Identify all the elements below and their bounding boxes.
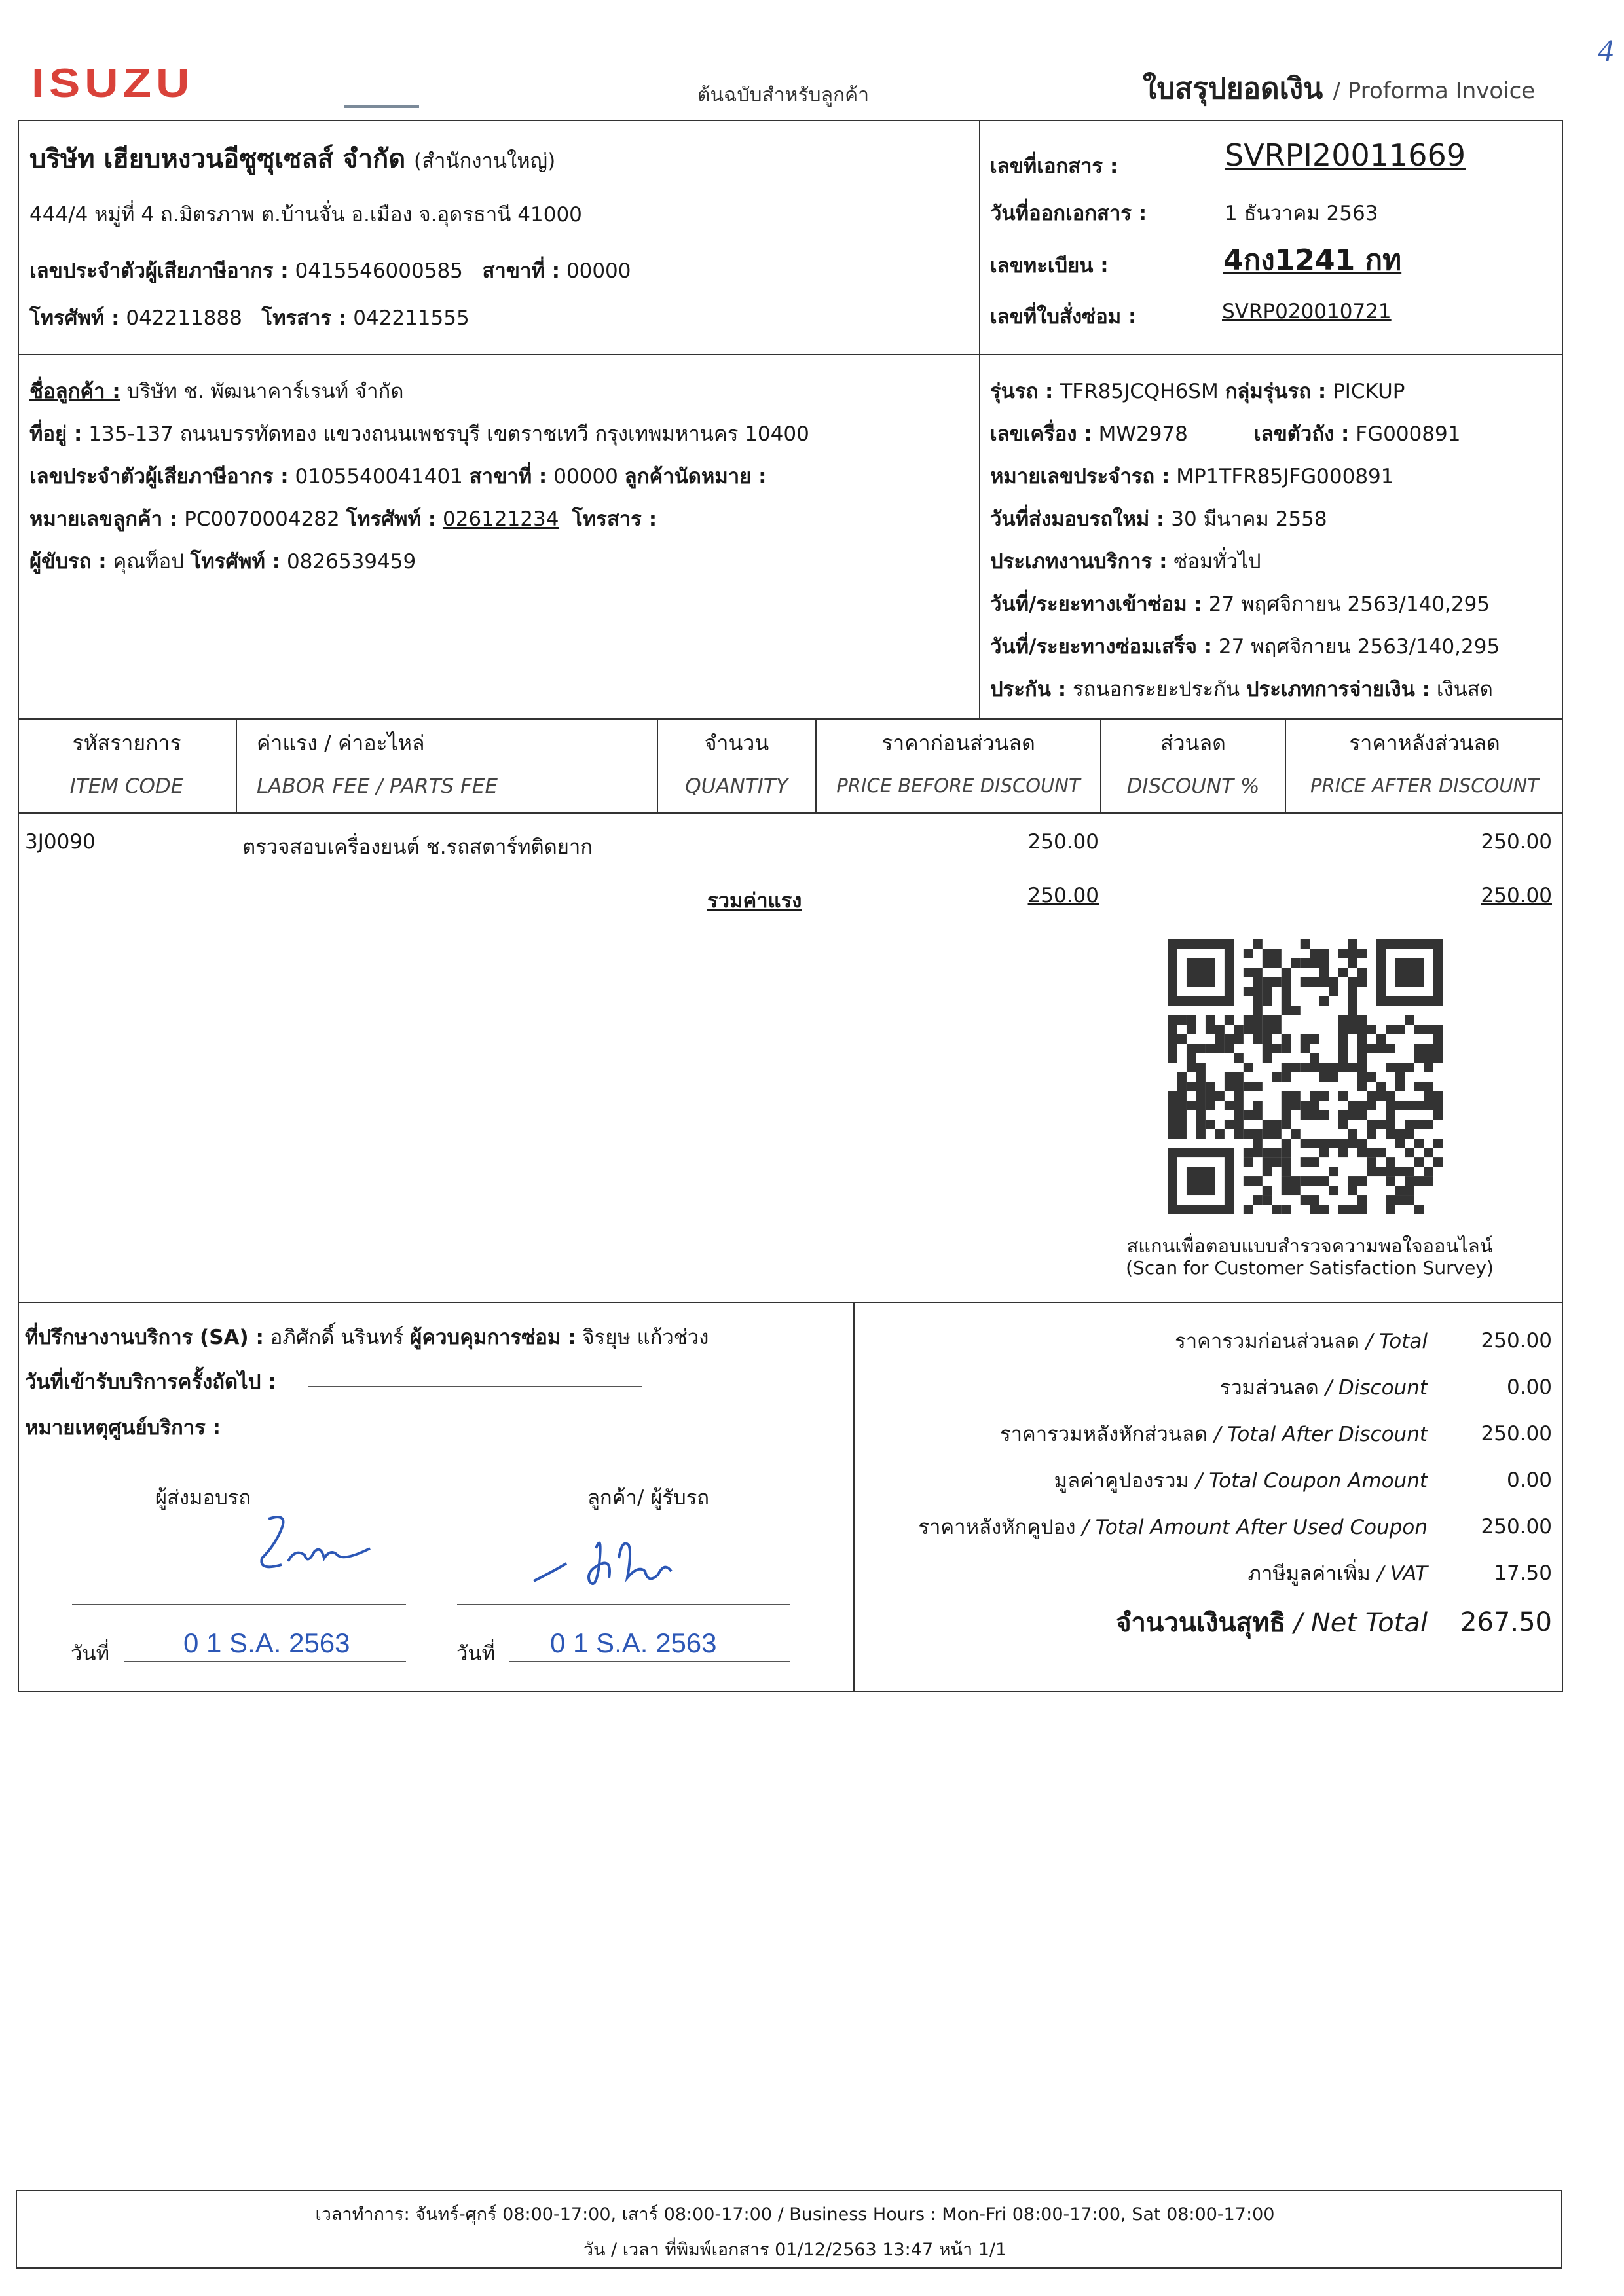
header-item-code (18, 727, 236, 798)
repair-order-label: เลขที่ใบสั่งซ่อม : (990, 305, 1137, 329)
doc-no-label: เลขที่เอกสาร : (990, 155, 1118, 178)
discount-label-th: รวมส่วนลด (1219, 1376, 1319, 1400)
discount-row (858, 1364, 1552, 1410)
delivery-line (990, 502, 1327, 535)
coupon-row (858, 1457, 1552, 1503)
remark-label: หมายเหตุศูนย์บริการ : (25, 1416, 221, 1440)
subtotal-label: รวมค่าแรง (707, 889, 802, 913)
warranty-label: ประกัน : (990, 678, 1067, 701)
table-header-divider (18, 812, 1563, 814)
model-group: PICKUP (1333, 380, 1405, 403)
driver-phone-label: โทรศัพท์ : (190, 550, 281, 574)
header-quantity (658, 727, 815, 798)
subtotal-before: 250.00 (1027, 884, 1099, 907)
header-price-after (1286, 727, 1563, 797)
total-label-th: ราคารวมก่อนส่วนลด (1175, 1329, 1359, 1353)
repair-order-no: SVRP020010721 (1222, 300, 1392, 323)
receiver-signature (524, 1519, 720, 1604)
net-total-row (858, 1596, 1552, 1649)
survey-qr-code[interactable] (1168, 939, 1443, 1214)
total-label-en: / Total (1365, 1329, 1428, 1353)
sender-signature (242, 1499, 386, 1597)
net-total-label-th: จำนวนเงินสุทธิ (1116, 1608, 1285, 1638)
controller-label: ผู้ควบคุมการซ่อม : (410, 1326, 576, 1349)
header-quantity-th: จำนวน (704, 731, 769, 756)
company-tax-id: 0415546000585 (295, 259, 463, 283)
business-hours: เวลาทำการ: จันทร์-ศุกร์ 08:00-17:00, เสาร์ 08:00-17:00 / Business Hours : Mon-Fri 08:00-17:00, Sat 08:00-17:00 (315, 2204, 1275, 2225)
document-title-en: / Proforma Invoice (1333, 78, 1536, 104)
total-value: 250.00 (1481, 1328, 1552, 1353)
customer-branch-label: สาขาที่ : (469, 465, 547, 488)
service-type-label: ประเภทงานบริการ : (990, 550, 1168, 574)
engine-label: เลขเครื่อง : (990, 422, 1092, 446)
payment-value: เงินสด (1436, 678, 1493, 701)
chassis-label: เลขตัวถัง : (1254, 422, 1350, 446)
after-discount-value: 250.00 (1481, 1421, 1552, 1446)
row-price-before: 250.00 (1027, 830, 1099, 854)
after-coupon-label-en: / Total Amount After Used Coupon (1082, 1515, 1428, 1539)
check-in-label: วันที่/ระยะทางเข้าซ่อม : (990, 592, 1202, 616)
header-price-after-en: PRICE AFTER DISCOUNT (1310, 774, 1539, 797)
coupon-label-th: มูลค่าคูปองรวม (1054, 1468, 1189, 1493)
delivery-label: วันที่ส่งมอบรถใหม่ : (990, 507, 1165, 531)
col-divider (236, 718, 237, 812)
customer-tax-label: เลขประจำตัวผู้เสียภาษีอากร : (29, 465, 289, 488)
total-row (858, 1317, 1552, 1364)
next-service-line (308, 1386, 642, 1387)
check-in-line (990, 587, 1490, 620)
header-price-before-en: PRICE BEFORE DISCOUNT (836, 774, 1080, 797)
print-timestamp: วัน / เวลา ที่พิมพ์เอกสาร 01/12/2563 13:47 หน้า 1/1 (583, 2240, 1007, 2260)
after-discount-label-en: / Total After Discount (1213, 1422, 1428, 1446)
sender-date-line (124, 1661, 406, 1662)
row-description: ตรวจสอบเครื่องยนต์ ช.รถสตาร์ทติดยาก (242, 835, 593, 859)
customer-address-label: ที่อยู่ : (29, 422, 83, 446)
company-tax-label: เลขประจำตัวผู้เสียภาษีอากร : (29, 259, 289, 283)
customer-box (18, 354, 1563, 720)
receiver-sign-line (457, 1604, 790, 1605)
customer-fax-label: โทรสาร : (572, 507, 657, 531)
plate-number: 4กง1241 กท (1223, 244, 1402, 277)
customer-address-line (29, 417, 809, 450)
model-group-label: กลุ่มรุ่นรถ : (1225, 380, 1327, 403)
driver-label: ผู้ขับรถ : (29, 550, 107, 574)
stamp-mark (344, 105, 419, 108)
corner-mark: 4 (1598, 33, 1614, 68)
customer-name-label: ชื่อลูกค้า : (29, 380, 120, 403)
sender-date-label: วันที่ (71, 1642, 110, 1666)
survey-text-th: สแกนเพื่อตอบแบบสำรวจความพอใจออนไลน์ (1126, 1235, 1493, 1257)
after-discount-label-th: ราคารวมหลังหักส่วนลด (999, 1422, 1208, 1446)
payment-label: ประเภทการจ่ายเงิน : (1246, 678, 1431, 701)
chassis-line (1254, 417, 1460, 450)
customer-number-label: หมายเลขลูกค้า : (29, 507, 178, 531)
divider (853, 1302, 855, 1692)
header-discount-th: ส่วนลด (1160, 731, 1226, 756)
header-quantity-en: QUANTITY (685, 774, 788, 798)
header-labor-fee-th: ค่าแรง / ค่าอะไหล่ (257, 731, 425, 756)
model-label: รุ่นรถ : (990, 380, 1054, 403)
header-item-code-en: ITEM CODE (69, 774, 184, 798)
coupon-value: 0.00 (1506, 1468, 1552, 1492)
model-value: TFR85JCQH6SM (1060, 380, 1219, 403)
survey-text-en: (Scan for Customer Satisfaction Survey) (1126, 1257, 1494, 1279)
vin-line (990, 460, 1394, 492)
vat-label-th: ภาษีมูลค่าเพิ่ม (1247, 1561, 1371, 1586)
discount-value: 0.00 (1506, 1375, 1552, 1399)
company-branch-note: (สำนักงานใหญ่) (413, 149, 556, 173)
appointment-label: ลูกค้านัดหมาย : (624, 465, 767, 488)
company-name-line (29, 137, 555, 179)
check-in-value: 27 พฤศจิกายน 2563/140,295 (1208, 592, 1490, 616)
company-tax-line (29, 254, 631, 287)
customer-branch-no: 00000 (553, 465, 618, 488)
subtotal-after: 250.00 (1481, 884, 1552, 907)
vin-value: MP1TFR85JFG000891 (1176, 465, 1394, 488)
row-item-code: 3J0090 (25, 830, 96, 854)
totals-list (858, 1317, 1552, 1649)
discount-label-en: / Discount (1325, 1376, 1428, 1400)
company-phone: 042211888 (126, 306, 242, 330)
customer-number-line (29, 502, 657, 535)
after-discount-row (858, 1410, 1552, 1457)
document-title (1143, 65, 1535, 111)
check-out-value: 27 พฤศจิกายน 2563/140,295 (1218, 635, 1500, 659)
customer-phone-label: โทรศัพท์ : (346, 507, 437, 531)
net-total-label-en: / Net Total (1293, 1608, 1428, 1638)
receiver-date-line (509, 1661, 790, 1662)
sender-date: 0 1 S.A. 2563 (183, 1628, 350, 1658)
doc-no: SVRPI20011669 (1225, 137, 1466, 173)
plate-label: เลขทะเบียน : (990, 254, 1109, 278)
check-out-line (990, 630, 1500, 663)
header-labor-fee-en: LABOR FEE / PARTS FEE (257, 774, 498, 798)
check-out-label: วันที่/ระยะทางซ่อมเสร็จ : (990, 635, 1213, 659)
warranty-value: รถนอกระยะประกัน (1073, 678, 1240, 701)
customer-name-line (29, 374, 403, 407)
vat-value: 17.50 (1494, 1561, 1552, 1585)
sa-name: อภิศักดิ์ นรินทร์ (270, 1326, 404, 1349)
delivery-value: 30 มีนาคม 2558 (1171, 507, 1327, 531)
driver-line (29, 545, 416, 577)
vehicle-model-line (990, 374, 1405, 407)
receiver-date: 0 1 S.A. 2563 (550, 1628, 717, 1658)
copy-label: ต้นฉบับสำหรับลูกค้า (697, 84, 870, 107)
driver-phone: 0826539459 (286, 550, 416, 574)
sa-line (25, 1321, 709, 1353)
company-name: บริษัท เฮียบหงวนอีซูซุเซลส์ จำกัด (29, 144, 406, 174)
company-branch-no: 00000 (566, 259, 631, 283)
engine-value: MW2978 (1098, 422, 1188, 446)
row-price-after: 250.00 (1481, 830, 1552, 854)
company-address: 444/4 หมู่ที่ 4 ถ.มิตรภาพ ต.บ้านจั่น อ.เมือง จ.อุดรธานี 41000 (29, 203, 582, 227)
header-price-after-th: ราคาหลังส่วนลด (1349, 731, 1500, 756)
header-discount-en: DISCOUNT % (1126, 774, 1260, 798)
header-item-code-th: รหัสรายการ (72, 731, 181, 756)
divider (979, 354, 980, 720)
divider (979, 120, 980, 355)
after-coupon-label-th: ราคาหลังหักคูปอง (918, 1515, 1076, 1539)
company-fax: 042211555 (353, 306, 470, 330)
controller-name: จิรยุษ แก้วช่วง (582, 1326, 709, 1349)
after-coupon-row (858, 1503, 1552, 1550)
chassis-value: FG000891 (1356, 422, 1461, 446)
company-phone-line (29, 301, 470, 334)
vin-label: หมายเลขประจำรถ : (990, 465, 1170, 488)
header-price-before-th: ราคาก่อนส่วนลด (881, 731, 1035, 756)
issue-date-label: วันที่ออกเอกสาร : (990, 202, 1147, 225)
customer-name: บริษัท ช. พัฒนาคาร์เรนท์ จำกัด (126, 380, 404, 403)
customer-phone: 026121234 (442, 507, 559, 531)
customer-tax-id: 0105540041401 (295, 465, 463, 488)
vat-row (858, 1550, 1552, 1596)
customer-number: PC0070004282 (184, 507, 340, 531)
header-labor-fee (257, 727, 650, 798)
customer-tax-line (29, 460, 767, 492)
warranty-line (990, 672, 1493, 705)
company-fax-label: โทรสาร : (261, 306, 347, 330)
isuzu-logo: ISUZU (31, 61, 194, 106)
net-total-value: 267.50 (1460, 1607, 1552, 1637)
service-type-value: ซ่อมทั่วไป (1173, 550, 1261, 574)
receiver-date-label: วันที่ (456, 1642, 496, 1666)
issue-date: 1 ธันวาคม 2563 (1225, 202, 1378, 225)
engine-line (990, 417, 1188, 450)
sender-sign-line (72, 1604, 406, 1605)
company-phone-label: โทรศัพท์ : (29, 306, 120, 330)
header-price-before (817, 727, 1100, 797)
document-title-th: ใบสรุปยอดเงิน (1143, 72, 1323, 105)
driver-name: คุณท็อป (113, 550, 184, 574)
sa-label: ที่ปรึกษางานบริการ (SA) : (25, 1326, 264, 1349)
service-type-line (990, 545, 1261, 577)
sender-label: ผู้ส่งมอบรถ (155, 1486, 251, 1510)
customer-address: 135-137 ถนนบรรทัดทอง แขวงถนนเพชรบุรี เขตราชเทวี กรุงเทพมหานคร 10400 (88, 422, 809, 446)
after-coupon-value: 250.00 (1481, 1514, 1552, 1539)
header-discount (1101, 727, 1285, 798)
vat-label-en: / VAT (1376, 1561, 1428, 1586)
next-service-label: วันที่เข้ารับบริการครั้งถัดไป : (25, 1370, 276, 1394)
receiver-label: ลูกค้า/ ผู้รับรถ (587, 1486, 710, 1510)
company-branch-label: สาขาที่ : (482, 259, 561, 283)
coupon-label-en: / Total Coupon Amount (1195, 1468, 1428, 1493)
